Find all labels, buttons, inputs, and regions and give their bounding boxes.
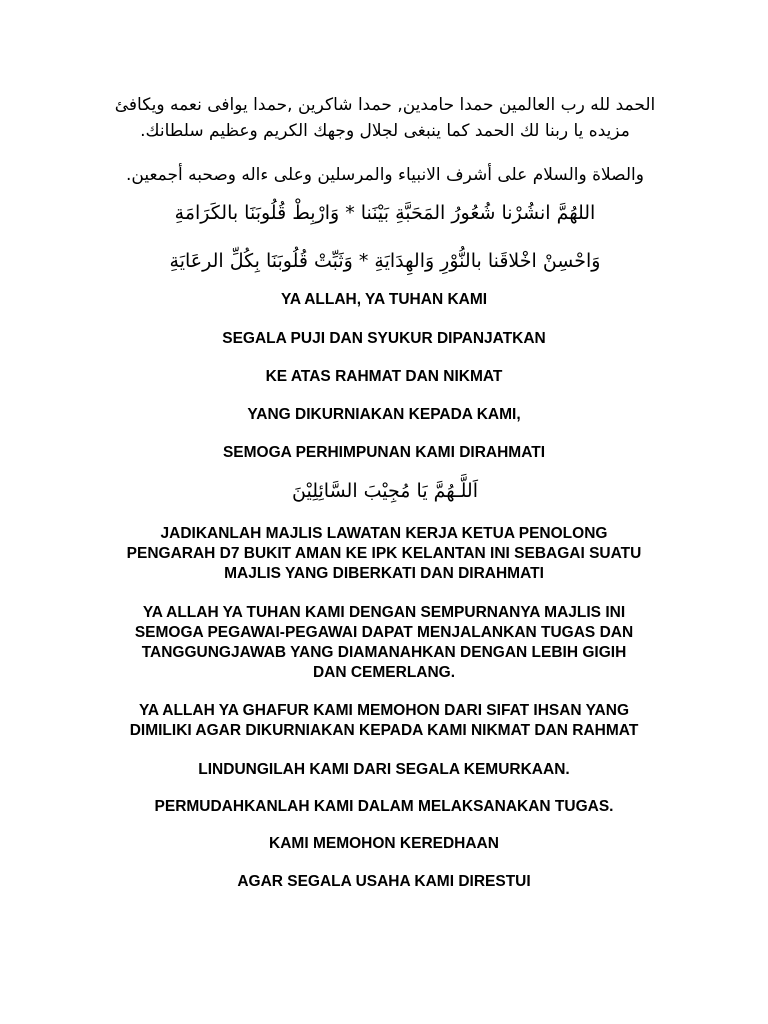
malay-line: SEMOGA PERHIMPUNAN KAMI DIRAHMATI [222,444,546,461]
malay-line: YA ALLAH, YA TUHAN KAMI [280,291,488,308]
malay-line: TANGGUNGJAWAB YANG DIAMANAHKAN DENGAN LEBIH GIGIH [141,644,627,661]
arabic-mujib-line: اَللَّـهُمَّ يَا مُجِيْبَ السَّائِلِيْنَ [292,480,478,502]
arabic-prayer-line-2: وَاحْسِنْ اخْلاقَنا بالنُّوْرِ وَالهِدَايَةِ * وَثَبِّتْ قُلُوبَنَا بِكُلِّ الرعَايَةِ [169,250,601,272]
malay-paragraph-7 [60,603,708,683]
malay-paragraph-10 [60,797,708,817]
malay-line: YA ALLAH YA GHAFUR KAMI MEMOHON DARI SIFAT IHSAN YANG [138,702,629,719]
malay-line: DAN CEMERLANG. [312,664,456,681]
malay-line: SEMOGA PEGAWAI-PEGAWAI DAPAT MENJALANKAN TUGAS DAN [134,624,634,641]
malay-line: PERMUDAHKANLAH KAMI DALAM MELAKSANAKAN TUGAS. [154,798,614,815]
arabic-hamdalah-line-1: الحمد لله رب العالمين حمدا حامدين, حمدا شاكرين ,حمدا يوافى نعمه ويكافئ [114,95,656,115]
malay-paragraph-11 [60,834,708,854]
malay-paragraph-4 [60,405,708,425]
malay-paragraph-5 [60,443,708,463]
arabic-salawat [90,162,680,188]
malay-paragraph-3 [60,367,708,387]
malay-line: DIMILIKI AGAR DIKURNIAKAN KEPADA KAMI NIKMAT DAN RAHMAT [129,722,639,739]
arabic-hamdalah [90,92,680,144]
malay-line: AGAR SEGALA USAHA KAMI DIRESTUI [237,873,531,890]
malay-paragraph-12 [60,872,708,892]
arabic-prayer-2 [90,246,680,276]
malay-line: LINDUNGILAH KAMI DARI SEGALA KEMURKAAN. [198,761,570,778]
arabic-salawat-line: والصلاة والسلام على أشرف الانبياء والمرسلين وعلى ءاله وصحبه أجمعين. [125,165,644,185]
malay-line: KE ATAS RAHMAT DAN NIKMAT [265,368,503,385]
arabic-mujib [90,476,680,506]
malay-line: KAMI MEMOHON KEREDHAAN [269,835,499,852]
malay-line: SEGALA PUJI DAN SYUKUR DIPANJATKAN [222,330,546,347]
arabic-hamdalah-line-2: مزيده يا ربنا لك الحمد كما ينبغى لجلال وجهك الكريم وعظيم سلطانك. [140,121,630,141]
arabic-prayer [90,198,680,228]
malay-paragraph-2 [60,329,708,349]
malay-paragraph-6 [60,524,708,584]
malay-paragraph-8 [60,701,708,741]
malay-line: YANG DIKURNIAKAN KEPADA KAMI, [247,406,521,423]
malay-line: YA ALLAH YA TUHAN KAMI DENGAN SEMPURNANYA MAJLIS INI [142,604,626,621]
arabic-prayer-line-1: اللهُمَّ انشُرْنا شُعُورُ المَحَبَّةِ بَيْنَنا * وَارْبِطْ قُلُوبَنَا بالكَرَامَةِ [174,202,596,224]
malay-paragraph-1 [60,290,708,310]
malay-line: PENGARAH D7 BUKIT AMAN KE IPK KELANTAN INI SEBAGAI SUATU [126,545,642,562]
malay-line: MAJLIS YANG DIBERKATI DAN DIRAHMATI [224,565,544,582]
malay-paragraph-9 [60,760,708,780]
malay-line: JADIKANLAH MAJLIS LAWATAN KERJA KETUA PENOLONG [160,525,608,542]
